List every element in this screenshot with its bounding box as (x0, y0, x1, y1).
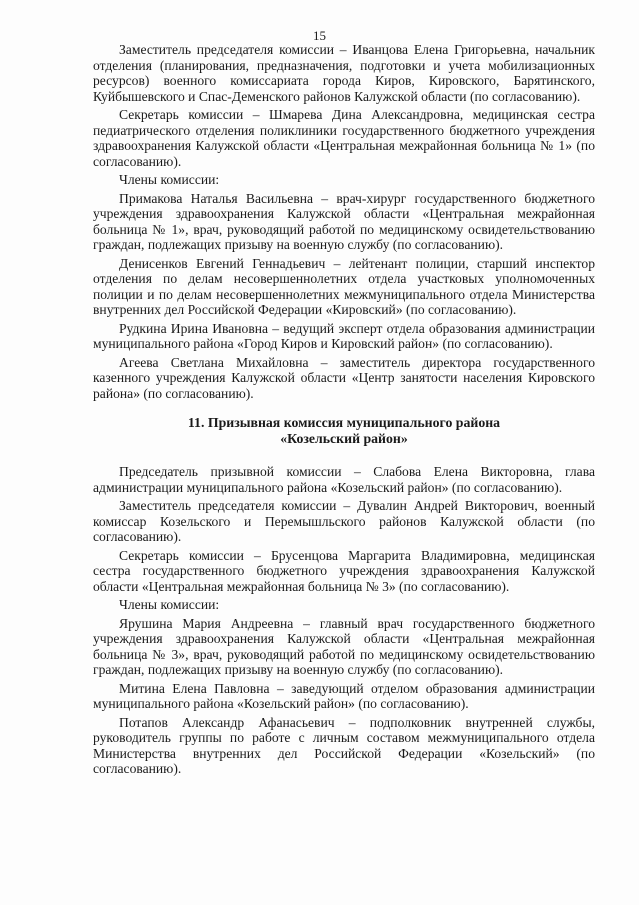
paragraph-chair: Председатель призывной комиссии – Слабова Елена Викторовна, глава администрации муниципального района «Козельский район» (по согласованию). (93, 464, 595, 495)
member-entry: Примакова Наталья Васильевна – врач-хирург государственного бюджетного учреждения здравоохранения Калужской области «Центральная межрайонная больница № 1», врач, руководящий работой по медицинскому освидетельствованию граждан, подлежащих призыву на военную службу (по согласованию). (93, 190, 595, 252)
member-entry: Агеева Светлана Михайловна – заместитель директора государственного казенного учреждения Калужской области «Центр занятости населения Кировского района» (по согласованию). (93, 354, 595, 401)
member-entry: Ярушина Мария Андреевна – главный врач государственного бюджетного учреждения здравоохранения Калужской области «Центральная межрайонная больница № 3», врач, руководящий работой по медицинскому освидетельствованию граждан, подлежащих призыву на военную службу (по согласованию). (93, 615, 595, 677)
paragraph-secretary: Секретарь комиссии – Шмарева Дина Александровна, медицинская сестра педиатрического отделения поликлиники государственного бюджетного учреждения здравоохранения Калужской области «Центральная межрайонная больница № 1» (по согласованию). (93, 107, 595, 169)
section-heading-line-1: 11. Призывная комиссия муниципального района (187, 415, 501, 430)
document-body (93, 42, 595, 780)
paragraph-secretary: Секретарь комиссии – Брусенцова Маргарита Владимировна, медицинская сестра государственного бюджетного учреждения здравоохранения Калужской области «Центральная межрайонная больница № 3» (по согласованию). (93, 547, 595, 594)
members-label: Члены комиссии: (119, 597, 220, 612)
paragraph-deputy-chair: Заместитель председателя комиссии – Дувалин Андрей Викторович, военный комиссар Козельского и Перемышльского районов Калужской области (по согласованию). (93, 498, 595, 544)
member-entry: Денисенков Евгений Геннадьевич – лейтенант полиции, старший инспектор отделения по делам несовершеннолетних отдела участковых уполномоченных полиции и по делам несовершеннолетних межмуниципального отдела Министерства внутренних дел Российской Федерации «Кировский» (по согласованию). (93, 255, 595, 317)
member-entry: Рудкина Ирина Ивановна – ведущий эксперт отдела образования администрации муниципального района «Город Киров и Кировский район» (по согласованию). (93, 320, 595, 351)
member-entry: Потапов Александр Афанасьевич – подполковник внутренней службы, руководитель группы по работе с личным составом межмуниципального отдела Министерства внутренних дел Российской Федерации «Козельский» (по согласованию). (93, 714, 595, 776)
section-heading (93, 415, 595, 447)
members-label: Члены комиссии: (119, 172, 220, 187)
page-number: 15 (313, 28, 326, 43)
section-heading-line-2: «Козельский район» (280, 431, 408, 446)
paragraph-deputy-chair: Заместитель председателя комиссии – Иванцова Елена Григорьевна, начальник отделения (планирования, предназначения, подготовки и учета мобилизационных ресурсов) военного комиссариата города Киров, Кировского, Барятинского, Куйбышевского и Спас-Деменского районов Калужской области (по согласованию). (93, 42, 595, 104)
member-entry: Митина Елена Павловна – заведующий отделом образования администрации муниципального района «Козельский район» (по согласованию). (93, 680, 595, 711)
